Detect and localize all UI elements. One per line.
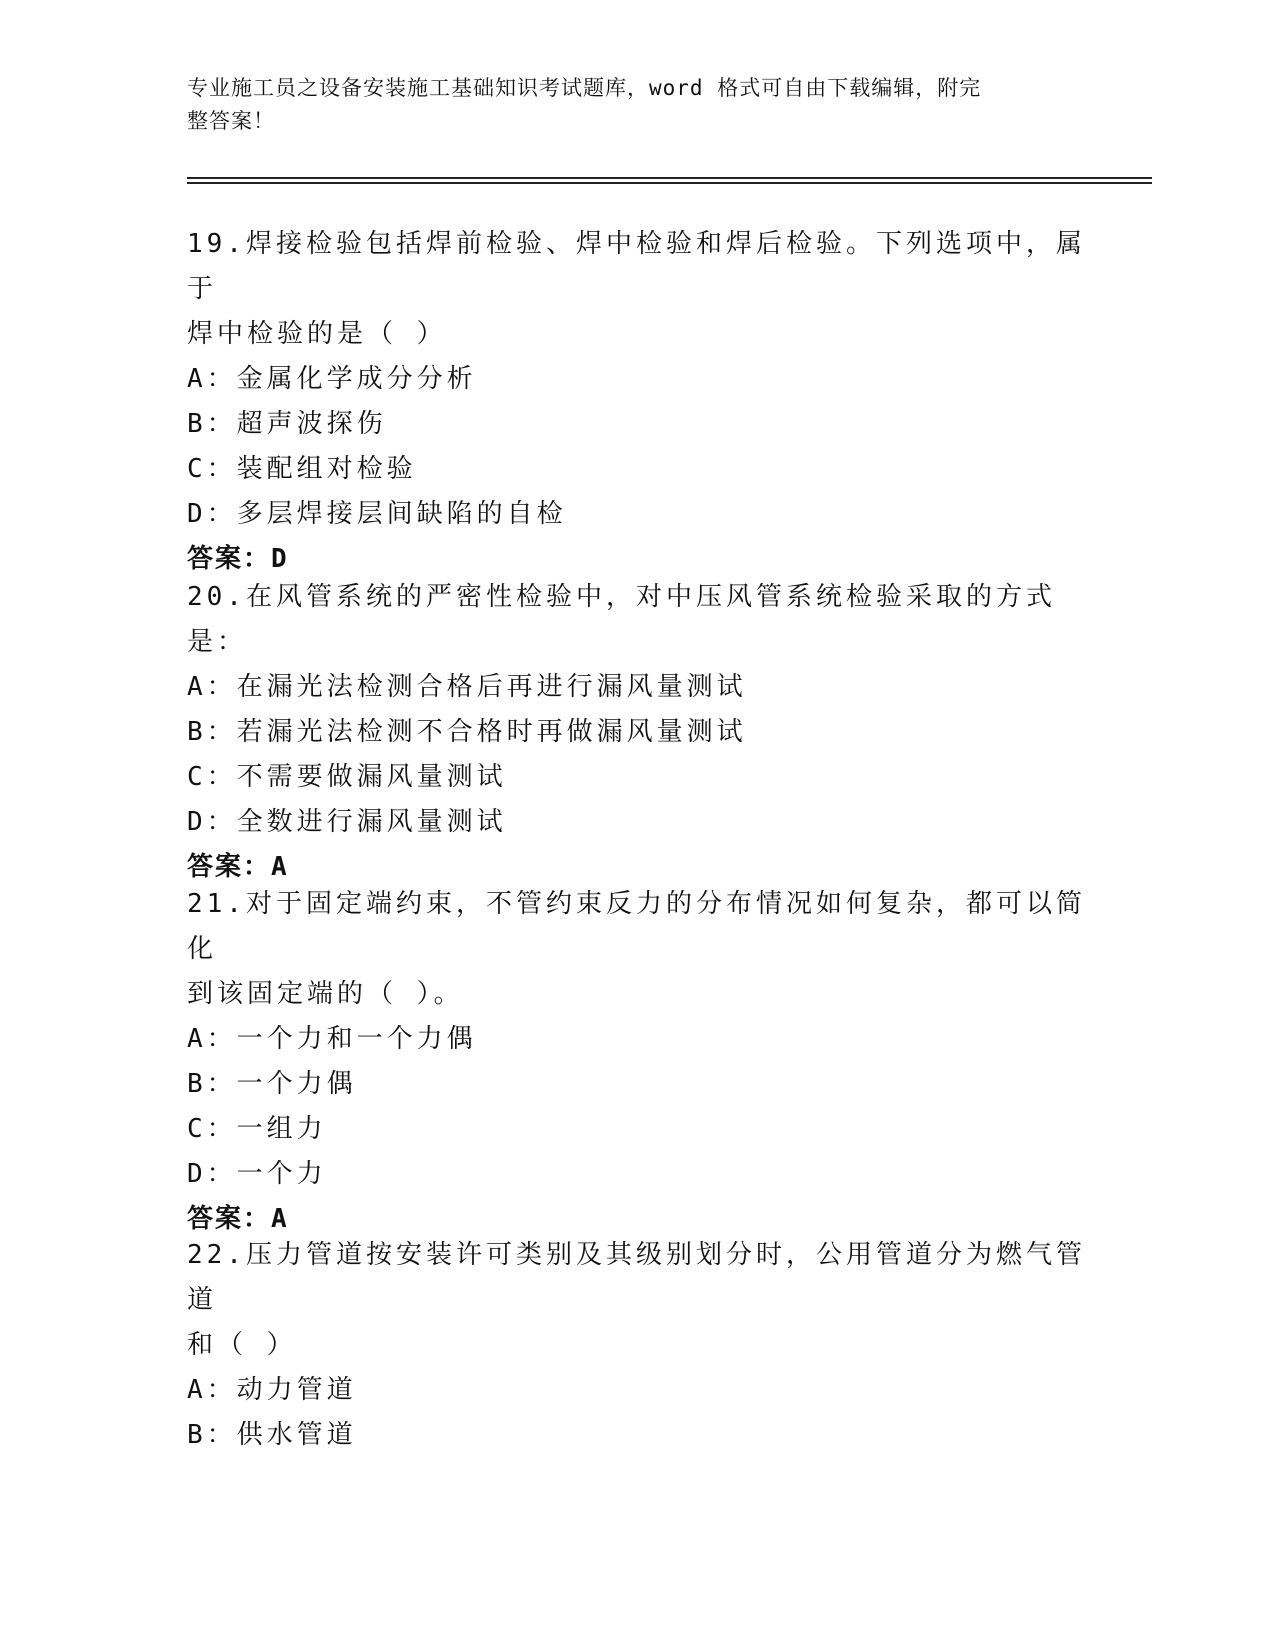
question-22 — [187, 1233, 1087, 1458]
header-line-1: 专业施工员之设备安装施工基础知识考试题库，word 格式可自由下载编辑，附完 — [187, 76, 982, 100]
option-c: C：装配组对检验 — [187, 454, 417, 484]
option-a: A：金属化学成分分析 — [187, 364, 477, 394]
question-19 — [187, 222, 1087, 582]
question-text-line-1: 21.对于固定端约束，不管约束反力的分布情况如何复杂，都可以简化 — [187, 889, 1086, 964]
option-b: B：超声波探伤 — [187, 409, 387, 439]
option-a: A：动力管道 — [187, 1375, 357, 1405]
option-b: B：供水管道 — [187, 1420, 357, 1450]
question-text-line-1: 19.焊接检验包括焊前检验、焊中检验和焊后检验。下列选项中，属于 — [187, 229, 1086, 304]
option-c: C：一组力 — [187, 1114, 327, 1144]
option-d: D：一个力 — [187, 1159, 327, 1189]
header-line-2: 整答案！ — [187, 109, 275, 133]
question-21 — [187, 882, 1087, 1242]
answer: 答案：A — [187, 852, 289, 882]
option-d: D：多层焊接层间缺陷的自检 — [187, 499, 567, 529]
document-header — [187, 72, 1087, 138]
option-a: A：一个力和一个力偶 — [187, 1024, 477, 1054]
question-text-line-2: 和（ ） — [187, 1330, 297, 1360]
option-a: A：在漏光法检测合格后再进行漏风量测试 — [187, 672, 747, 702]
option-d: D：全数进行漏风量测试 — [187, 807, 507, 837]
option-b: B：一个力偶 — [187, 1069, 357, 1099]
header-divider-top — [187, 177, 1152, 179]
header-divider-bottom — [187, 182, 1152, 184]
answer: 答案：D — [187, 544, 289, 574]
option-b: B：若漏光法检测不合格时再做漏风量测试 — [187, 717, 747, 747]
question-text-line-2: 焊中检验的是（ ） — [187, 319, 447, 349]
answer: 答案：A — [187, 1204, 289, 1234]
option-c: C：不需要做漏风量测试 — [187, 762, 507, 792]
question-text-line-1: 20.在风管系统的严密性检验中，对中压风管系统检验采取的方式是： — [187, 582, 1056, 657]
question-text-line-1: 22.压力管道按安装许可类别及其级别划分时，公用管道分为燃气管道 — [187, 1240, 1086, 1315]
question-20 — [187, 575, 1087, 890]
question-text-line-2: 到该固定端的（ ）。 — [187, 979, 464, 1009]
